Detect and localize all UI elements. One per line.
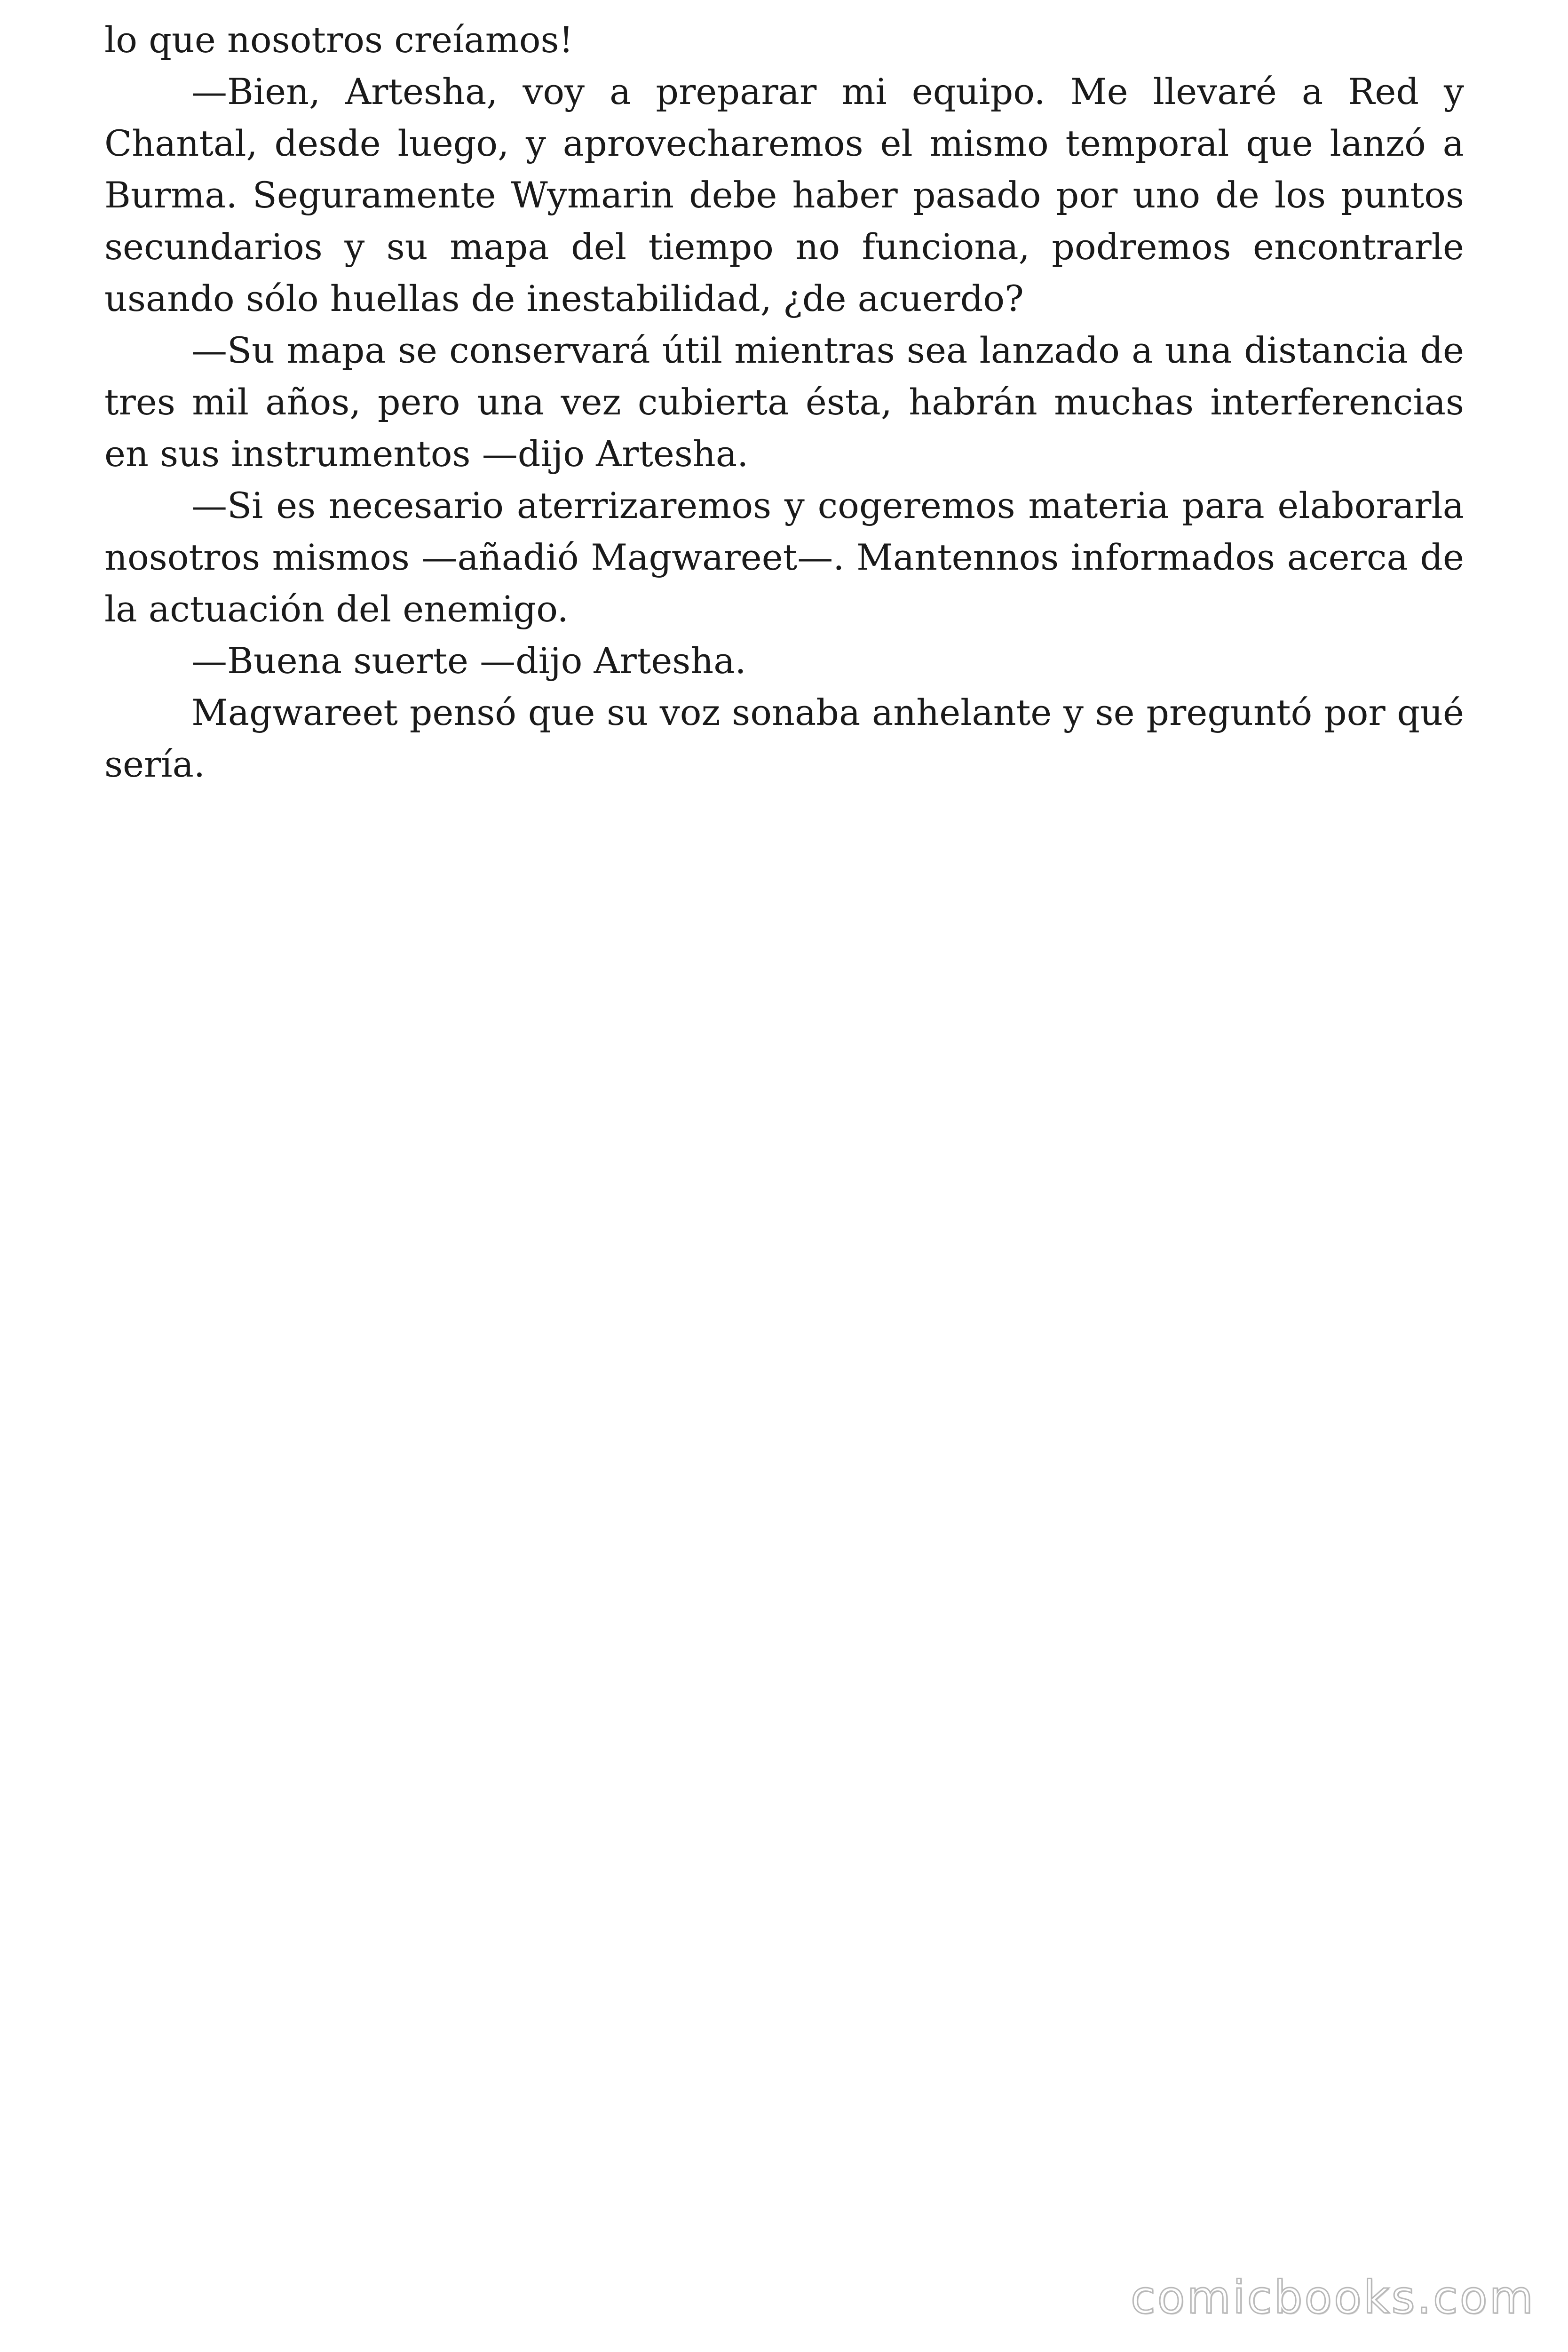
paragraph-continuation: lo que nosotros creíamos! [104,19,574,61]
body-text [104,14,1464,790]
paragraph-dialogue: —Buena suerte —dijo Artesha. [191,640,746,682]
paragraph-narration: Magwareet pensó que su voz sonaba anhelante y se preguntó por qué sería. [104,691,1464,785]
paragraph-dialogue: —Bien, Artesha, voy a preparar mi equipo. Me llevaré a Red y Chantal, desde luego, y aprovecharemos el mismo temporal que lanzó a Burma. Seguramente Wymarin debe haber pasado por uno de los puntos secundarios y su mapa del tiempo no funciona, podremos encontrarle usando sólo huellas de inestabilidad, ¿de acuerdo? [104,71,1464,319]
paragraph-dialogue: —Su mapa se conservará útil mientras sea lanzado a una distancia de tres mil años, pero una vez cubierta ésta, habrán muchas interferencias en sus instrumentos —dijo Artesha. [104,329,1464,475]
paragraph-dialogue: —Si es necesario aterrizaremos y cogeremos materia para elaborarla nosotros mismos —añadió Magwareet—. Mantennos informados acerca de la actuación del enemigo. [104,485,1464,630]
watermark: comicbooks.com [1130,2271,1535,2324]
